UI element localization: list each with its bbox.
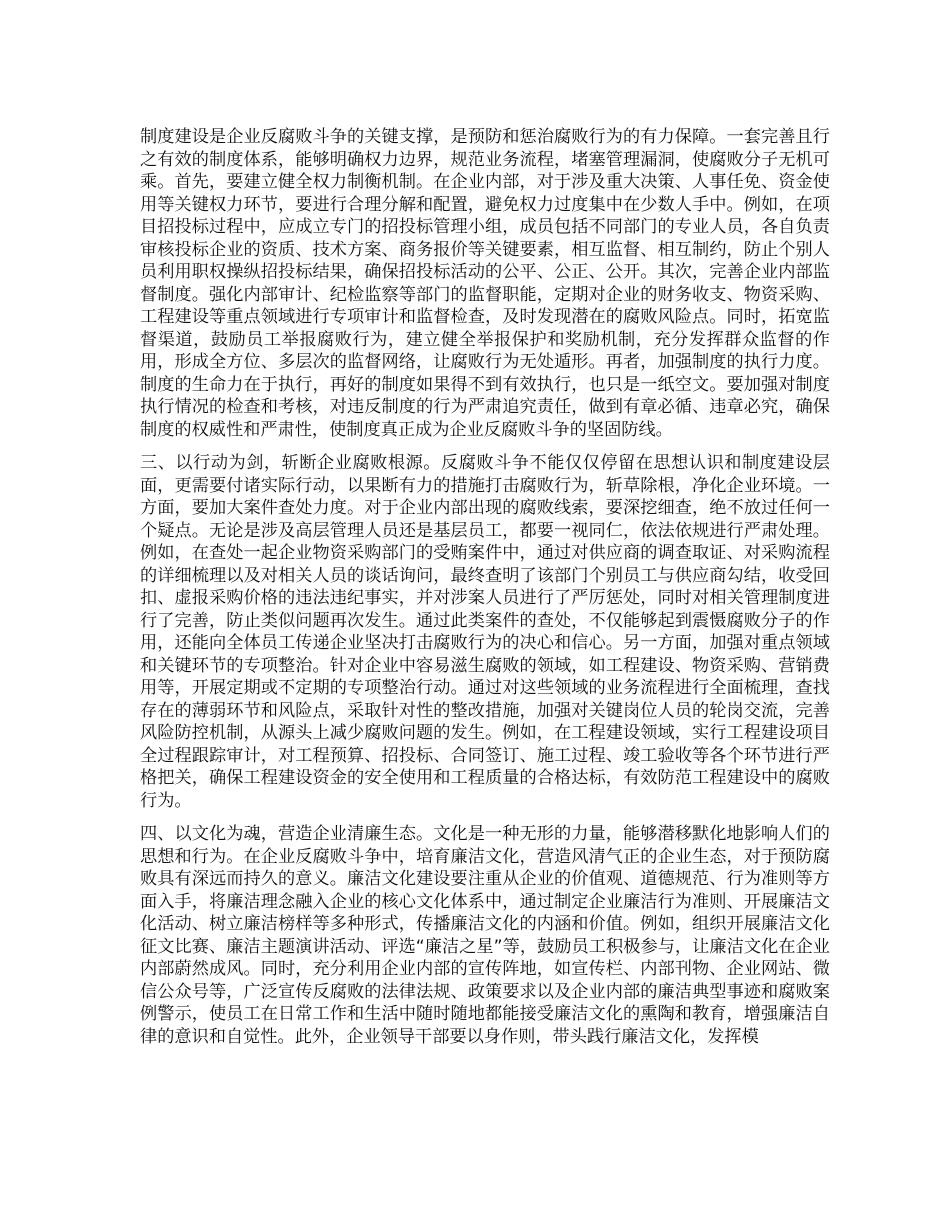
paragraph-institution-building: 制度建设是企业反腐败斗争的关键支撑，是预防和惩治腐败行为的有力保障。一套完善且行之有效的制度体系，能够明确权力边界，规范业务流程，堵塞管理漏洞，使腐败分子无机可乘。首先，要建立健全权力制衡机制。在企业内部，对于涉及重大决策、人事任免、资金使用等关键权力环节，要进行合理分解和配置，避免权力过度集中在少数人手中。例如，在项目招投标过程中，应成立专门的招投标管理小组，成员包括不同部门的专业人员，各自负责审核投标企业的资质、技术方案、商务报价等关键要素，相互监督、相互制约，防止个别人员利用职权操纵招投标结果，确保招投标活动的公平、公正、公开。其次，完善企业内部监督制度。强化内部审计、纪检监察等部门的监督职能，定期对企业的财务收支、物资采购、工程建设等重点领域进行专项审计和监督检查，及时发现潜在的腐败风险点。同时，拓宽监督渠道，鼓励员工举报腐败行为，建立健全举报保护和奖励机制，充分发挥群众监督的作用，形成全方位、多层次的监督网络，让腐败行为无处遁形。再者，加强制度的执行力度。制度的生命力在于执行，再好的制度如果得不到有效执行，也只是一纸空文。要加强对制度执行情况的检查和考核，对违反制度的行为严肃追究责任，做到有章必循、违章必究，确保制度的权威性和严肃性，使制度真正成为企业反腐败斗争的坚固防线。	[140, 127, 830, 440]
document-body	[140, 126, 830, 1059]
paragraph-action-section: 三、以行动为剑，斩断企业腐败根源。反腐败斗争不能仅仅停留在思想认识和制度建设层面，更需要付诸实际行动，以果断有力的措施打击腐败行为，斩草除根，净化企业环境。一方面，要加大案件查处力度。对于企业内部出现的腐败线索，要深挖细查，绝不放过任何一个疑点。无论是涉及高层管理人员还是基层员工，都要一视同仁，依法依规进行严肃处理。例如，在查处一起企业物资采购部门的受贿案件中，通过对供应商的调查取证、对采购流程的详细梳理以及对相关人员的谈话询问，最终查明了该部门个别员工与供应商勾结，收受回扣、虚报采购价格的违法违纪事实，并对涉案人员进行了严厉惩处，同时对相关管理制度进行了完善，防止类似问题再次发生。通过此类案件的查处，不仅能够起到震慑腐败分子的作用，还能向全体员工传递企业坚决打击腐败行为的决心和信心。另一方面，加强对重点领域和关键环节的专项整治。针对企业中容易滋生腐败的领域，如工程建设、物资采购、营销费用等，开展定期或不定期的专项整治行动。通过对这些领域的业务流程进行全面梳理，查找存在的薄弱环节和风险点，采取针对性的整改措施，加强对关键岗位人员的轮岗交流，完善风险防控机制，从源头上减少腐败问题的发生。例如，在工程建设领域，实行工程建设项目全过程跟踪审计，对工程预算、招投标、合同签订、施工过程、竣工验收等各个环节进行严格把关，确保工程建设资金的安全使用和工程质量的合格达标，有效防范工程建设中的腐败行为。	[140, 453, 830, 811]
paragraph-culture-section: 四、以文化为魂，营造企业清廉生态。文化是一种无形的力量，能够潜移默化地影响人们的思想和行为。在企业反腐败斗争中，培育廉洁文化，营造风清气正的企业生态，对于预防腐败具有深远而持久的意义。廉洁文化建设要注重从企业的价值观、道德规范、行为准则等方面入手，将廉洁理念融入企业的核心文化体系中，通过制定企业廉洁行为准则、开展廉洁文化活动、树立廉洁榜样等多种形式，传播廉洁文化的内涵和价值。例如，组织开展廉洁文化征文比赛、廉洁主题演讲活动、评选“廉洁之星”等，鼓励员工积极参与，让廉洁文化在企业内部蔚然成风。同时，充分利用企业内部的宣传阵地，如宣传栏、内部刊物、企业网站、微信公众号等，广泛宣传反腐败的法律法规、政策要求以及企业内部的廉洁典型事迹和腐败案例警示，使员工在日常工作和生活中随时随地都能接受廉洁文化的熏陶和教育，增强廉洁自律的意识和自觉性。此外，企业领导干部要以身作则，带头践行廉洁文化，发挥模	[140, 824, 830, 1047]
